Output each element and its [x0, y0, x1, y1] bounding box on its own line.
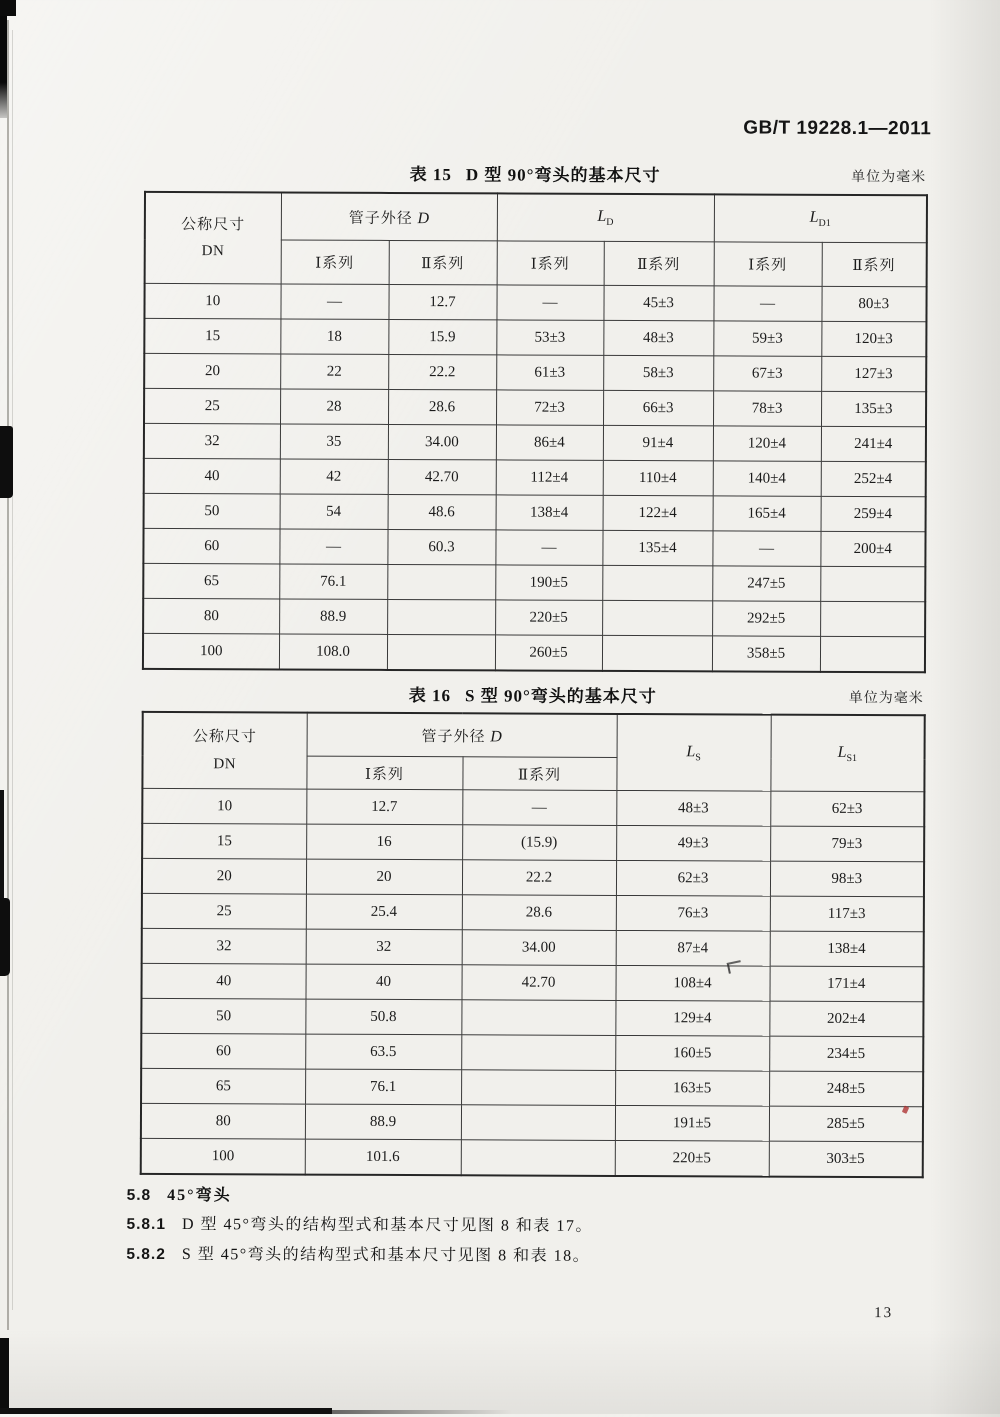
table-row: [143, 633, 925, 672]
table-cell: 48±3: [603, 320, 713, 355]
table-cell: 88.9: [279, 599, 387, 634]
table15-header-series1: Ⅰ系列: [714, 242, 822, 286]
table-cell: 101.6: [305, 1139, 461, 1175]
table15-header-series2: Ⅱ系列: [822, 242, 927, 286]
table-cell: [461, 1140, 615, 1176]
table-cell: 22: [280, 354, 388, 389]
table-cell: 259±4: [821, 496, 926, 531]
table16-header-row-1: [143, 712, 925, 759]
section-number: 5.8.2: [126, 1245, 166, 1263]
table-cell: 60: [143, 528, 279, 564]
table16-header-outer-diameter: 管子外径 D: [307, 713, 617, 758]
table15-header-series1: Ⅰ系列: [281, 240, 389, 284]
table-row: [141, 1068, 923, 1106]
table-cell: (15.9): [462, 825, 616, 861]
table15-caption-text: D 型 90°弯头的基本尺寸: [465, 165, 661, 186]
table-cell: 112±4: [496, 460, 603, 495]
table-row: [144, 388, 926, 426]
table-cell: 191±5: [615, 1105, 769, 1141]
section-text: D 型 45°弯头的结构型式和基本尺寸见图 8 和表 17。: [181, 1216, 593, 1235]
table-cell: 48±3: [616, 790, 770, 826]
table-cell: 25: [144, 388, 280, 424]
table-cell: 140±4: [713, 461, 821, 496]
table-cell: 138±4: [496, 495, 603, 530]
table-cell: 234±5: [769, 1036, 923, 1072]
table-cell: 25: [142, 893, 306, 929]
table16-unit-note: 单位为毫米: [848, 690, 924, 707]
table15-caption-row: [144, 159, 926, 187]
table-cell: 34.00: [388, 424, 496, 459]
table-row: [144, 423, 926, 461]
table-cell: 292±5: [712, 601, 820, 636]
table-cell: —: [495, 530, 602, 565]
table-cell: 160±5: [615, 1035, 769, 1071]
table-cell: 241±4: [821, 426, 926, 461]
table-row: [141, 1103, 923, 1141]
table-row: [142, 788, 924, 826]
table-row: [144, 458, 926, 496]
table-cell: 252±4: [821, 461, 926, 496]
table-cell: 40: [305, 964, 461, 1000]
table16-header-ls: $L_S$: [616, 714, 770, 791]
table-cell: 88.9: [305, 1104, 461, 1140]
table-cell: 138±4: [770, 931, 924, 967]
table-cell: 100: [141, 1138, 305, 1174]
table15-header-series2: Ⅱ系列: [604, 241, 714, 285]
table-cell: 117±3: [770, 896, 924, 932]
table-cell: 28.6: [462, 895, 616, 931]
table16-header-series1: Ⅰ系列: [306, 756, 462, 790]
table-cell: 20: [144, 353, 280, 389]
table-cell: 22.2: [462, 860, 616, 896]
table-cell: 40: [144, 458, 280, 494]
standard-code: GB/T 19228.1—2011: [743, 117, 932, 140]
table-cell: [820, 601, 925, 636]
table-cell: [461, 1105, 615, 1141]
table-row: [141, 1138, 923, 1177]
table-cell: 76±3: [616, 895, 770, 931]
table15-caption: [410, 165, 661, 185]
table-cell: [387, 599, 495, 634]
table-cell: —: [713, 286, 821, 321]
table-row: [144, 493, 926, 531]
table-cell: 15: [144, 318, 280, 354]
table-cell: 60: [141, 1033, 305, 1069]
table-cell: —: [712, 531, 820, 566]
table-cell: 42: [280, 459, 388, 494]
table-15: [142, 191, 928, 673]
table-cell: 63.5: [305, 1034, 461, 1070]
table-cell: 62±3: [616, 860, 770, 896]
table-cell: 248±5: [769, 1071, 923, 1107]
table-cell: 72±3: [496, 390, 603, 425]
table-row: [141, 998, 923, 1036]
table15-header-series2: Ⅱ系列: [389, 240, 497, 284]
table15-header-ld1: $L_{D1}$: [714, 194, 927, 242]
section-text: S 型 45°弯头的结构型式和基本尺寸见图 8 和表 18。: [181, 1246, 591, 1265]
table15-header-dn: 公称尺寸 DN: [145, 192, 281, 284]
table-cell: 100: [143, 633, 279, 669]
table-cell: 122±4: [603, 495, 713, 530]
table-cell: 65: [143, 563, 279, 599]
table-cell: 50.8: [305, 999, 461, 1035]
table-cell: 86±4: [496, 425, 603, 460]
table-cell: 60.3: [387, 529, 495, 564]
table-cell: 42.70: [461, 965, 615, 1001]
table-cell: 79±3: [770, 826, 924, 862]
table-cell: 247±5: [712, 566, 820, 601]
table-cell: 20: [142, 858, 306, 894]
table-cell: 32: [144, 423, 280, 459]
table-cell: 171±4: [770, 966, 924, 1002]
table-row: [142, 823, 924, 861]
table-cell: 76.1: [279, 564, 387, 599]
table-cell: 98±3: [770, 861, 924, 897]
table-cell: 50: [144, 493, 280, 529]
table-cell: 202±4: [769, 1001, 923, 1037]
table16-caption-text: S 型 90°弯头的基本尺寸: [465, 686, 657, 707]
table-cell: [387, 634, 495, 670]
table-cell: 40: [141, 963, 305, 999]
table-cell: 76.1: [305, 1069, 461, 1105]
table-cell: 15.9: [388, 319, 496, 354]
table-cell: 62±3: [770, 791, 924, 827]
table-cell: 28: [280, 389, 388, 424]
table-row: [142, 893, 924, 931]
table-cell: [461, 1070, 615, 1106]
table15-header-series1: Ⅰ系列: [497, 241, 604, 285]
table-row: [144, 353, 926, 391]
section-5-8-1: [126, 1211, 593, 1236]
table-cell: 35: [280, 424, 388, 459]
table15-unit-note: 单位为毫米: [851, 169, 927, 186]
table-cell: 34.00: [462, 930, 616, 966]
table15-header-row-1: [145, 192, 927, 243]
table-cell: [602, 600, 712, 635]
table-cell: [461, 1000, 615, 1036]
table-cell: 12.7: [388, 284, 496, 319]
table-cell: 48.6: [388, 494, 496, 529]
table15-header-outer-diameter: 管子外径 D: [281, 192, 497, 240]
table-cell: 28.6: [388, 389, 496, 424]
table-cell: 66±3: [603, 390, 713, 425]
section-number: 5.8: [126, 1186, 152, 1204]
table-cell: 120±4: [713, 426, 821, 461]
table-cell: 42.70: [388, 459, 496, 494]
table-cell: 285±5: [769, 1106, 923, 1142]
table-cell: 87±4: [616, 930, 770, 966]
table16-header-dn: 公称尺寸 DN: [142, 712, 306, 789]
section-number: 5.8.1: [126, 1215, 167, 1233]
table-cell: 163±5: [615, 1070, 769, 1106]
table15-body: [143, 283, 927, 672]
table-cell: 58±3: [603, 355, 713, 390]
table-row: [144, 318, 926, 356]
table-row: [142, 928, 924, 966]
table-cell: 135±4: [602, 530, 712, 565]
table-cell: 59±3: [713, 321, 821, 356]
table-cell: 32: [306, 929, 462, 965]
table-cell: [387, 564, 495, 599]
table-cell: 120±3: [821, 321, 926, 356]
table-row: [143, 528, 925, 566]
table-16: [140, 711, 926, 1178]
table15-caption-number: 表 15: [409, 165, 452, 185]
table-cell: 49±3: [616, 825, 770, 861]
table-cell: 53±3: [496, 320, 603, 355]
table-cell: 15: [142, 823, 306, 859]
table-cell: [602, 635, 712, 671]
table-cell: 200±4: [820, 531, 925, 566]
section-title: 45°弯头: [167, 1186, 232, 1205]
table-cell: 108±4: [616, 965, 770, 1001]
table-cell: 135±3: [821, 391, 926, 426]
table-cell: 65: [141, 1068, 305, 1104]
table-cell: 20: [306, 859, 462, 895]
table-cell: 165±4: [713, 496, 821, 531]
table-cell: 61±3: [496, 355, 603, 390]
table-cell: 80: [143, 598, 279, 634]
table-cell: 80±3: [821, 286, 926, 321]
table-cell: [820, 636, 925, 672]
table-row: [143, 563, 925, 601]
table-cell: 127±3: [821, 356, 926, 391]
table-cell: —: [462, 790, 616, 826]
table16-header-ls1: $L_{S1}$: [770, 715, 924, 792]
table-cell: [820, 566, 925, 601]
table-row: [141, 1033, 923, 1071]
table16-caption: [409, 686, 657, 706]
table-cell: 10: [142, 788, 306, 824]
table-cell: 260±5: [495, 635, 602, 671]
table16-caption-number: 表 16: [408, 686, 452, 706]
table-row: [144, 283, 926, 321]
table-cell: 12.7: [306, 789, 462, 825]
table-cell: 16: [306, 824, 462, 860]
table-cell: 190±5: [495, 565, 602, 600]
section-5-8: [127, 1182, 232, 1205]
table-cell: 303±5: [769, 1141, 923, 1177]
table-cell: 78±3: [713, 391, 821, 426]
section-5-8-2: [126, 1241, 590, 1266]
table-cell: 220±5: [615, 1140, 769, 1176]
table-row: [141, 963, 923, 1001]
page-number: 13: [874, 1305, 894, 1322]
table-cell: 220±5: [495, 600, 602, 635]
table-cell: 358±5: [712, 636, 820, 672]
table-cell: 25.4: [306, 894, 462, 930]
table-cell: [602, 565, 712, 600]
table-cell: —: [496, 285, 603, 320]
table-cell: 10: [144, 283, 280, 319]
table16-header-series2: Ⅱ系列: [462, 757, 616, 791]
table-cell: —: [280, 284, 388, 319]
table-cell: 80: [141, 1103, 305, 1139]
table-cell: 108.0: [279, 634, 387, 670]
table-cell: 32: [142, 928, 306, 964]
table-cell: —: [279, 529, 387, 564]
table-cell: 18: [280, 319, 388, 354]
table-cell: 67±3: [713, 356, 821, 391]
table-row: [142, 858, 924, 896]
table-row: [143, 598, 925, 636]
table-cell: 45±3: [603, 285, 713, 320]
table-cell: 91±4: [603, 425, 713, 460]
table16-caption-row: [142, 680, 924, 708]
table-cell: 50: [141, 998, 305, 1034]
table-cell: 54: [280, 494, 388, 529]
table-cell: 22.2: [388, 354, 496, 389]
table-cell: 110±4: [603, 460, 713, 495]
table16-body: [141, 788, 925, 1177]
table-cell: 129±4: [615, 1000, 769, 1036]
table15-header-ld: $L_D$: [497, 193, 714, 241]
table-cell: [461, 1035, 615, 1071]
